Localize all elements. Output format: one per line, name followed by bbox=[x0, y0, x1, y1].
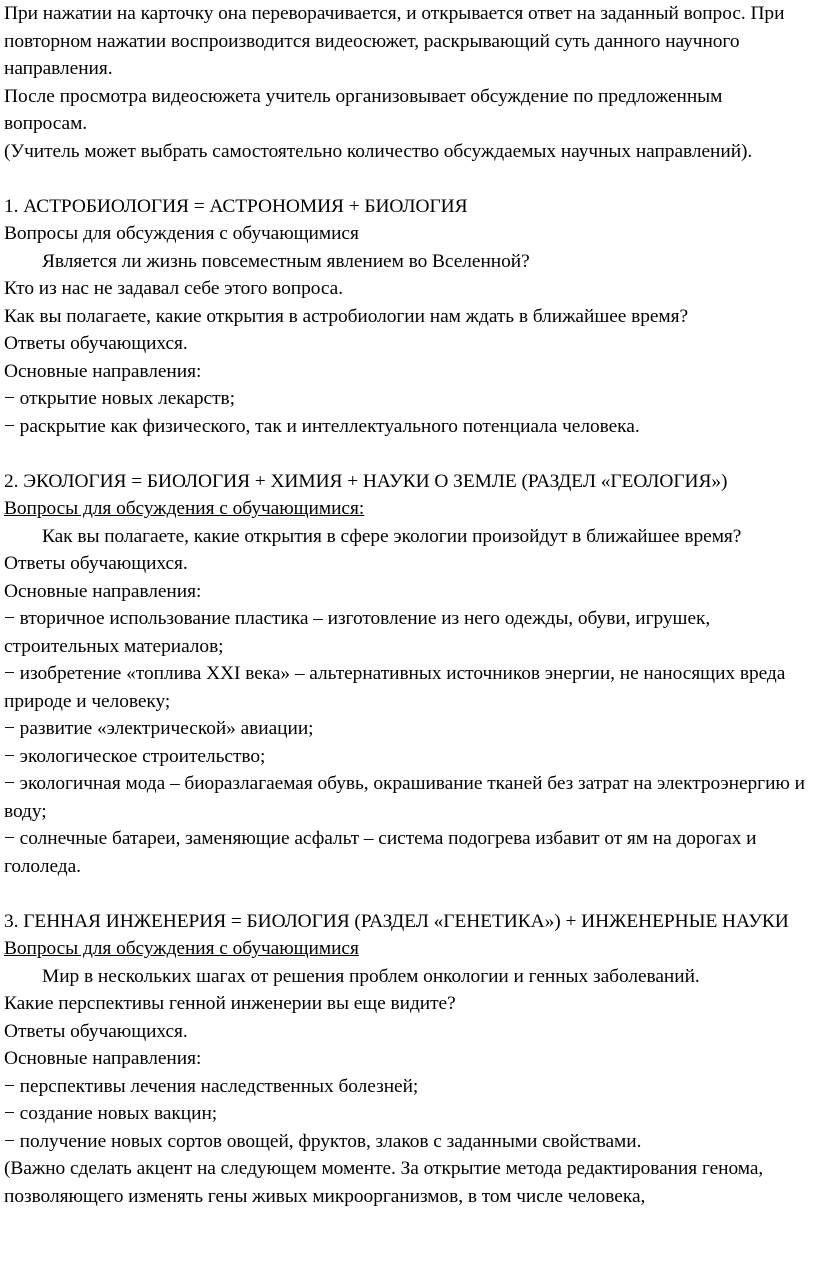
direction-item: − получение новых сортов овощей, фруктов, злаков с заданными свойствами. bbox=[4, 1130, 642, 1152]
discussion-question: Как вы полагаете, какие открытия в сфере экологии произойдут в ближайшее время? bbox=[42, 525, 742, 547]
direction-item: − раскрытие как физического, так и интеллектуального потенциала человека. bbox=[4, 415, 640, 437]
answers-label: Ответы обучающихся. bbox=[4, 553, 188, 574]
directions-label: Основные направления: bbox=[4, 1048, 202, 1069]
direction-item: − солнечные батареи, заменяющие асфальт – система подогрева избавит от ям на дорогах и гололеда. bbox=[4, 828, 757, 877]
section-genetic-engineering bbox=[4, 908, 810, 1211]
spacer bbox=[4, 165, 810, 193]
discussion-question: Мир в нескольких шагах от решения проблем онкологии и генных заболеваний. bbox=[42, 965, 700, 987]
section-heading: 1. АСТРОБИОЛОГИЯ = АСТРОНОМИЯ + БИОЛОГИЯ bbox=[4, 195, 468, 217]
answers-label: Ответы обучающихся. bbox=[4, 333, 188, 354]
direction-item: − экологичная мода – биоразлагаемая обувь, окрашивание тканей без затрат на электроэнергию и воду; bbox=[4, 773, 805, 822]
section-heading: 2. ЭКОЛОГИЯ = БИОЛОГИЯ + ХИМИЯ + НАУКИ О ЗЕМЛЕ (РАЗДЕЛ «ГЕОЛОГИЯ») bbox=[4, 470, 728, 492]
section-astrobiology bbox=[4, 193, 810, 441]
direction-item: − перспективы лечения наследственных болезней; bbox=[4, 1075, 419, 1097]
spacer bbox=[4, 880, 810, 908]
directions-label: Основные направления: bbox=[4, 360, 202, 382]
questions-label: Вопросы для обсуждения с обучающимися bbox=[4, 938, 359, 959]
direction-item: − изобретение «топлива XXI века» – альтернативных источников энергии, не наносящих вреда природе и человеку; bbox=[4, 663, 786, 712]
note-paragraph: (Важно сделать акцент на следующем моменте. За открытие метода редактирования генома, позволяющего изменять гены живых микроорганизмов, в том числе человека, bbox=[4, 1158, 764, 1207]
direction-item: − создание новых вакцин; bbox=[4, 1103, 218, 1124]
section-heading: 3. ГЕННАЯ ИНЖЕНЕРИЯ = БИОЛОГИЯ (РАЗДЕЛ «ГЕНЕТИКА») + ИНЖЕНЕРНЫЕ НАУКИ bbox=[4, 910, 789, 932]
directions-label: Основные направления: bbox=[4, 580, 202, 602]
questions-label: Вопросы для обсуждения с обучающимися: bbox=[4, 498, 365, 519]
direction-item: − экологическое строительство; bbox=[4, 745, 266, 767]
discussion-text: Кто из нас не задавал себе этого вопроса. bbox=[4, 278, 344, 299]
intro-paragraph-3: (Учитель может выбрать самостоятельно количество обсуждаемых научных направлений). bbox=[4, 140, 753, 162]
questions-label: Вопросы для обсуждения с обучающимися bbox=[4, 223, 359, 244]
intro-paragraph-1: При нажатии на карточку она переворачивается, и открывается ответ на заданный вопрос. При повторном нажатии воспроизводится видеосюжет, раскрывающий суть данного научного направления. bbox=[4, 3, 785, 79]
answers-label: Ответы обучающихся. bbox=[4, 1020, 188, 1042]
spacer bbox=[4, 440, 810, 468]
direction-item: − развитие «электрической» авиации; bbox=[4, 718, 314, 739]
direction-item: − вторичное использование пластика – изготовление из него одежды, обуви, игрушек, строительных материалов; bbox=[4, 608, 711, 657]
section-ecology bbox=[4, 468, 810, 881]
intro-paragraph-2: После просмотра видеосюжета учитель организовывает обсуждение по предложенным вопросам. bbox=[4, 85, 723, 134]
discussion-question: Является ли жизнь повсеместным явлением во Вселенной? bbox=[42, 250, 530, 272]
discussion-text: Как вы полагаете, какие открытия в астробиологии нам ждать в ближайшее время? bbox=[4, 305, 689, 327]
direction-item: − открытие новых лекарств; bbox=[4, 388, 235, 409]
discussion-text: Какие перспективы генной инженерии вы еще видите? bbox=[4, 993, 456, 1014]
